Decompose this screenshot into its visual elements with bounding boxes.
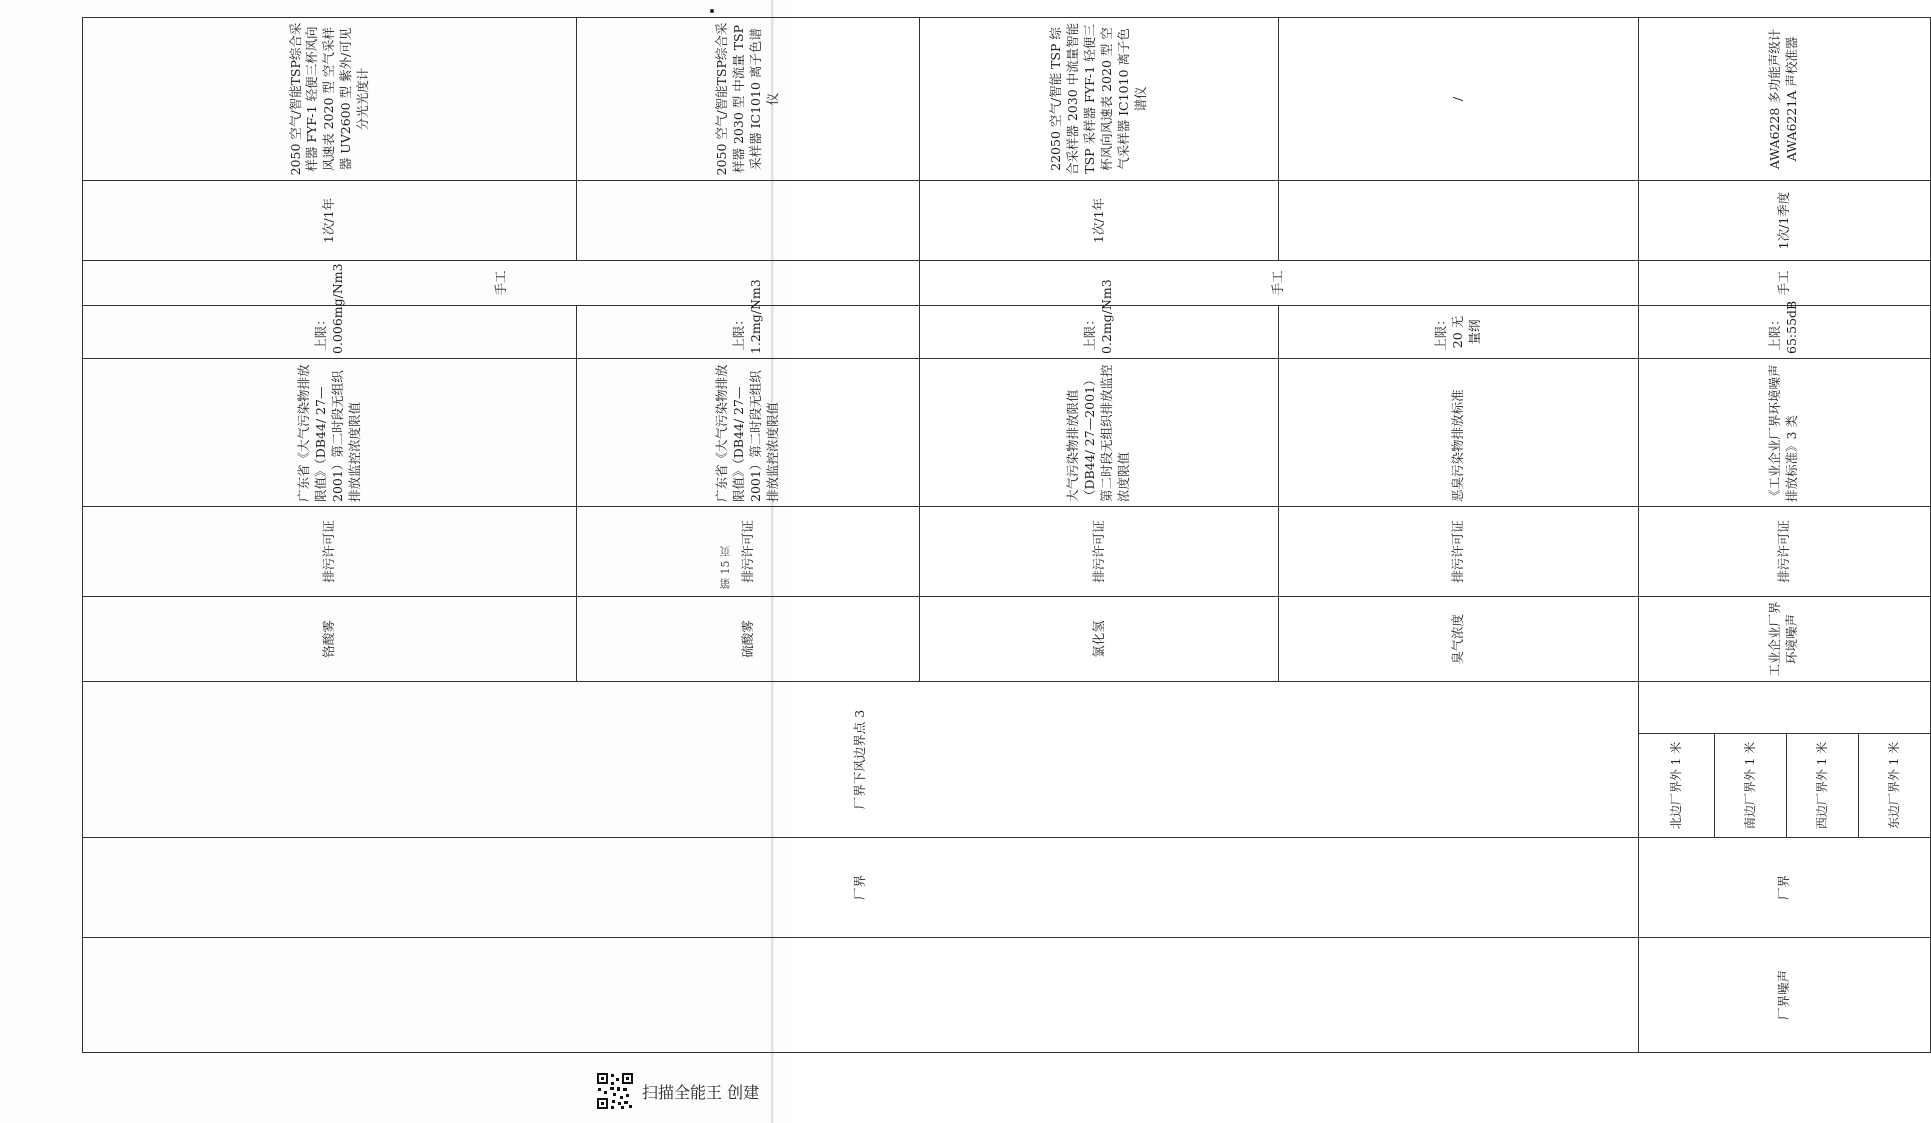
pollutant-cell: 氯化氢 xyxy=(919,597,1278,682)
air-category-label: 厂界 xyxy=(83,838,1639,938)
page-number: 第 15 页 xyxy=(719,546,732,590)
standard-cell: 广东省《大气污染物排放限值》（DB44/ 27—2001）第二时段无组织排放监控浓度限值 xyxy=(83,359,577,507)
method-cell: 手工 xyxy=(1638,261,1930,306)
pollutant-cell: 铬酸雾 xyxy=(83,597,577,682)
source-cell: 排污许可证 xyxy=(1279,507,1638,597)
method-cell: 手工 xyxy=(83,261,920,306)
noise-point-cell: 南边厂界外 1 米 xyxy=(1715,734,1787,838)
equipment-cell: 22050 空气/智能 TSP 综合采样器 2030 中流量智能 TSP 采样器 FYF-1 轻便三杯风向风速表 2020 型 空气采样器 IC1010 离子色谱仪 xyxy=(919,18,1278,181)
limit-cell: 上限：65:55dB xyxy=(1638,306,1930,359)
limit-cell: 上限：1.2mg/Nm3 xyxy=(577,306,920,359)
monitoring-point-cell: 厂界下风边界点 3 xyxy=(83,682,1639,838)
frequency-cell: 1次/1季度 xyxy=(1638,181,1930,261)
standard-cell: 广东省《大气污染物排放限值》（DB44/ 27—2001）第二时段无组织排放监控浓度限值 xyxy=(577,359,920,507)
noise-point-cell: 东边厂界外 1 米 xyxy=(1858,734,1930,838)
monitoring-table xyxy=(82,17,1931,1053)
source-cell: 排污许可证 xyxy=(919,507,1278,597)
frequency-cell xyxy=(577,181,920,261)
method-cell: 手工 xyxy=(919,261,1638,306)
source-cell: 排污许可证 xyxy=(1638,507,1930,597)
limit-cell: 上限：0.006mg/Nm3 xyxy=(83,306,577,359)
table-row xyxy=(83,18,577,1053)
source-cell: 排污许可证 xyxy=(577,507,920,597)
noise-category-cell: 厂界噪声 xyxy=(1638,938,1930,1053)
rotated-table-area xyxy=(82,18,1901,1053)
frequency-cell xyxy=(1279,181,1638,261)
air-category-cell xyxy=(83,938,1639,1053)
limit-cell: 上限：0.2mg/Nm3 xyxy=(919,306,1278,359)
source-cell: 排污许可证 xyxy=(83,507,577,597)
frequency-cell: 1次/1年 xyxy=(83,181,577,261)
limit-cell: 上限：20 无量纲 xyxy=(1279,306,1638,359)
watermark-text: 扫描全能王 创建 xyxy=(642,1082,760,1102)
equipment-cell: 2050 空气/智能TSP综合采样器 2030 型 中流量 TSP 采样器 IC1010 离子色谱仪 xyxy=(577,18,920,181)
table-row xyxy=(1638,18,1715,1053)
noise-blank-cell xyxy=(1638,682,1930,734)
noise-point-cell: 北边厂界外 1 米 xyxy=(1638,734,1715,838)
standard-cell: 恶臭污染物排放标准 xyxy=(1279,359,1638,507)
noise-point-cell: 西边厂界外 1 米 xyxy=(1786,734,1858,838)
pollutant-cell: 工业企业厂界环境噪声 xyxy=(1638,597,1930,682)
equipment-cell: AWA6228 多功能声级计 AWA6221A 声校准器 xyxy=(1638,18,1930,181)
equipment-cell: / xyxy=(1279,18,1638,181)
standard-cell: 《工业企业厂界环境噪声排放标准》3 类 xyxy=(1638,359,1930,507)
pollutant-cell: 臭气浓度 xyxy=(1279,597,1638,682)
pollutant-cell: 硫酸雾 xyxy=(577,597,920,682)
scan-dot xyxy=(710,9,714,13)
equipment-cell: 2050 空气/智能TSP综合采样器 FYF-1 轻便三杯风向风速表 2020 型 空气采样器 UV2600 型 紫外/可见分光光度计 xyxy=(83,18,577,181)
standard-cell: 大气污染物排放限值（DB44/ 27—2001）第二时段无组织排放监控浓度限值 xyxy=(919,359,1278,507)
scanner-watermark xyxy=(596,1072,759,1110)
qr-code-icon xyxy=(596,1072,634,1110)
noise-category-label: 厂界 xyxy=(1638,838,1930,938)
frequency-cell: 1次/1年 xyxy=(919,181,1278,261)
